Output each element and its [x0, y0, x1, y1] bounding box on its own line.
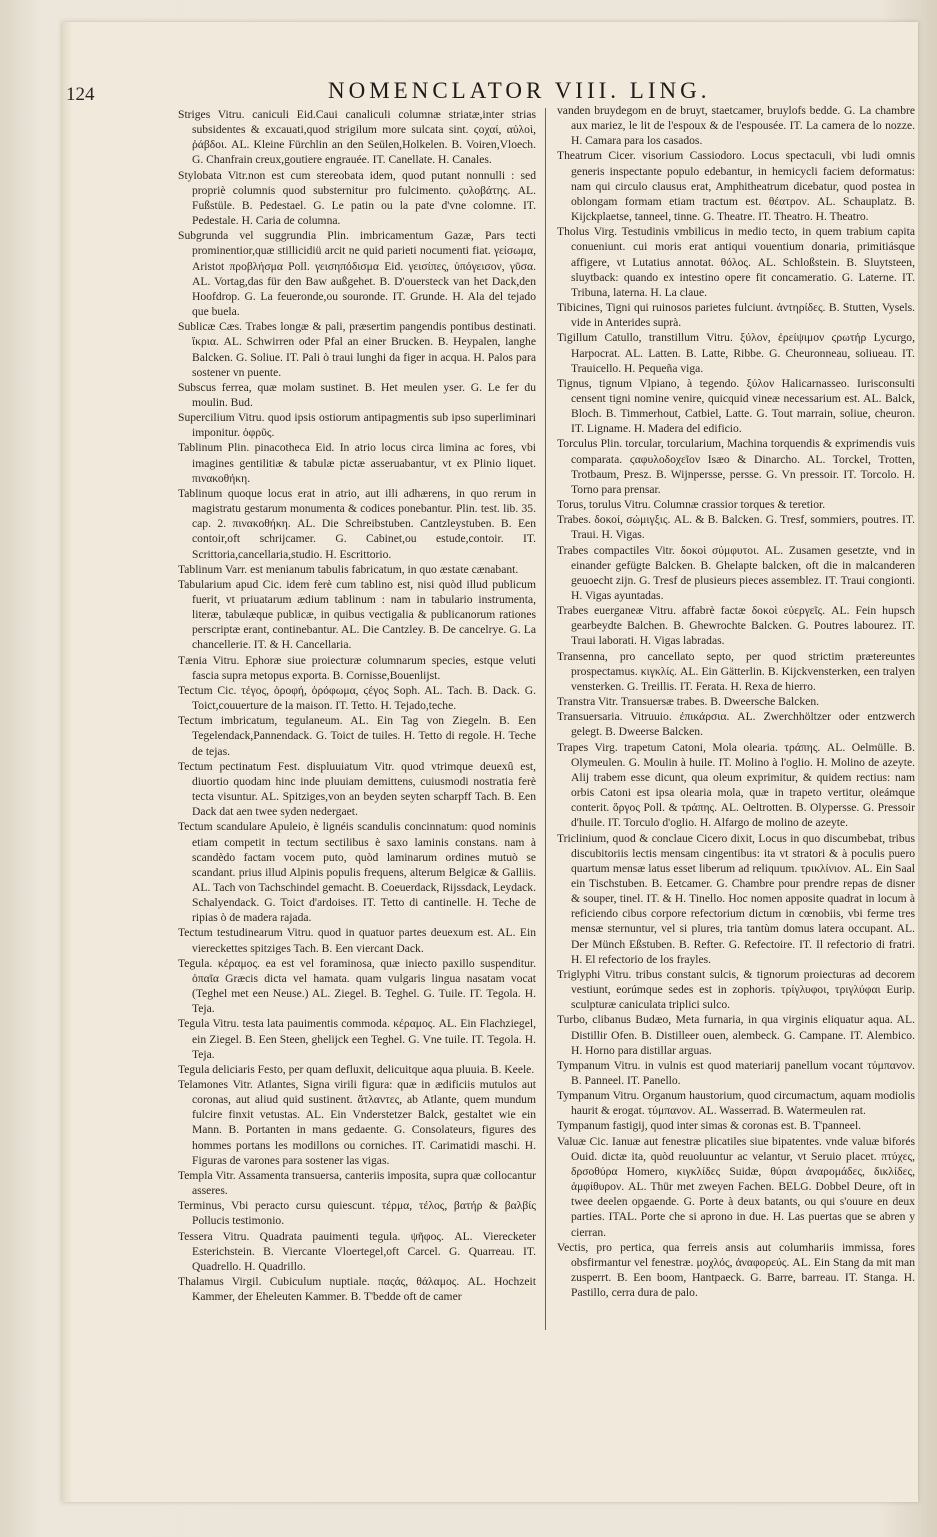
dictionary-entry: Tignus, tignum Vlpiano, à tegendo. ξύλον Halicarnasseo. Iurisconsulti censent tigni nomine venire, quicquid vineæ necessarium est. AL. Balck, Bloch. B. Timmerhout, Catbiel, Latte. G. Tout marrain, soliue, cheuron. IT. Ligname. H. Madera del edificio.	[557, 376, 915, 436]
dictionary-entry: Tegula deliciaris Festo, per quam defluxit, delicuitque aqua pluuia. B. Keele.	[178, 1062, 535, 1076]
dictionary-entry: Tablinum Varr. est menianum tabulis fabricatum, in quo æstate cænabant.	[178, 562, 519, 576]
dictionary-entry: vanden bruydegom en de bruyt, staetcamer, bruylofs bedde. G. La chambre aux mariez, le lit de l'espoux & de l'espousée. IT. La camera de lo nozze. H. Camara para los casados.	[557, 104, 915, 148]
dictionary-entry: Tabularium apud Cic. idem ferè cum tablino est, nisi quòd illud publicum fuerit, vt priuatarum ædium tablinum : nam in tabulario instrumenta, literæ, tabulæque publicæ, in quibus vectigalia & publicanorum rationes perscriptæ erant, continebantur. AL. Die Cantzley. B. De cancelrye. G. La chancellerie. IT. & H. Cancellaria.	[178, 577, 536, 652]
dictionary-entry: Theatrum Cicer. visorium Cassiodoro. Locus spectaculi, vbi ludi omnis generis inspectante populo edebantur, in hemicycli faciem deformatus: nam qui circulo clausus erat, Amphitheatrum dicebatur, quod postea in oblongam formam etiam tractum est. θέατρον. AL. Schauplatz. B. Kijckplaetse, tanneel, tinne. G. Theatre. IT. Theatro. H. Theatro.	[557, 149, 915, 224]
page-gutter-shadow	[62, 22, 72, 1502]
dictionary-entry: Tectum Cic. τέγος, ὀροφή, ὀρόφωμα, ϛέγος Soph. AL. Tach. B. Dack. G. Toict,couuerture de la maison. IT. Tetto. H. Tejado,teche.	[178, 683, 536, 713]
dictionary-entry: Triglyphi Vitru. tribus constant sulcis, & tignorum proiecturas ad decorem vestiunt, eorúmque sedes est in zophoris. τρίγλυφοι, τριγλύφαι Eurip. sculpturæ caniculata triplici sulco.	[557, 967, 915, 1012]
dictionary-entry: Tectum pectinatum Fest. displuuiatum Vitr. quod vtrimque deuexû est, diuortio quodam hinc inde pluuiam demittens, cuiusmodi nostratia ferè tecta visuntur. AL. Spitziges,von an beyden seyten scharpff Tach. B. Een Dack dat aen twee syden nedergaet.	[178, 759, 536, 819]
page-number: 124	[66, 84, 95, 105]
dictionary-entry: Tegula. κέραμος. ea est vel foraminosa, quæ iniecto paxillo suspenditur. ὀπαῖα Græcis dicta vel hamata. quam vulgaris lingua nasatam vocat (Teghel met een Neuse.) AL. Ziegel. B. Teghel. G. Tuile. IT. Tegola. H. Teja.	[178, 956, 536, 1016]
dictionary-entry: Stylobata Vitr.non est cum stereobata idem, quod putant nonnulli : sed propriè columnis quod substernitur pro fulcimento. ςυλοβάτης. AL. Fußstüle. B. Pedestael. G. Le patin ou la pate d'vne colomne. IT. Pedestale. H. Caria de columna.	[178, 168, 536, 228]
dictionary-entry: Tympanum Vitru. Organum haustorium, quod circumactum, aquam modiolis haurit & erogat. τύμπανον. AL. Wasserrad. B. Watermeulen rat.	[557, 1089, 915, 1118]
dictionary-entry: Transuersaria. Vitruuio. ἐπικάρσια. AL. Zwerchhöltzer oder entzwerch gelegt. B. Dweerse Balcken.	[557, 710, 915, 739]
dictionary-entry: Valuæ Cic. Ianuæ aut fenestræ plicatiles siue bipatentes. vnde valuæ biforés Ouid. dictæ ita, quòd reuoluuntur ac velantur, vt Seruio placet. πτύχες, δρσοθύρα Homero, κιγκλίδες Suidæ, θύραι ἀναρομάδες, δικλίδες, ἀμφίθυρον. AL. Thür met zweyen Fachen. BELG. Dobbel Deure, oft in twee deelen opgaende. G. Porte à deux batants, ou qui s'ouure en deux parties. ITAL. Porte che si aprono in due. H. Las puertas que se abren y cierran.	[557, 1134, 915, 1239]
dictionary-entry: Tablinum quoque locus erat in atrio, aut illi adhærens, in quo rerum in magistratu gestarum monumenta & codices ponebantur. Plin. test. lib. 35. cap. 2. πινακοθήκη. AL. Die Schreibstuben. Cantzleystuben. B. Een contoir,oft schrijcamer. G. Cabinet,ou estude,contoir. IT. Scrittoria,cancellaria,studio. H. Escrittorio.	[178, 486, 536, 561]
right-column	[557, 103, 915, 1300]
dictionary-entry: Tectum imbricatum, tegulaneum. AL. Ein Tag von Ziegeln. B. Een Tegelendack,Pannendack. G. Toict de tuiles. H. Tetto di regole. H. Teche de tejas.	[178, 714, 536, 758]
dictionary-entry: Terminus, Vbi peracto cursu quiescunt. τέρμα, τέλος, βατήρ & βαλβίς Pollucis testimonio.	[178, 1199, 536, 1228]
dictionary-entry: Tympanum Vitru. in vulnis est quod materiarij panellum vocant τύμπανον. B. Panneel. IT. Panello.	[557, 1058, 915, 1087]
dictionary-entry: Striges Vitru. caniculi Eid.Caui canaliculi columnæ striatæ,inter strias subsidentes & excauati,quod strigilum more sulcata sint. ϛοχαί, αὐλοὶ, ῥάβδοι. AL. Kleine Fürchlin an den Seülen,Holkelen. B. Voiren,Vloech. G. Chanfrain creux,goutiere engrauée. IT. Canellate. H. Canales.	[178, 108, 536, 167]
dictionary-entry: Templa Vitr. Assamenta transuersa, canteriis imposita, supra quæ collocantur asseres.	[178, 1168, 536, 1198]
dictionary-entry: Trapes Virg. trapetum Catoni, Mola olearia. τράπης. AL. Oelmülle. B. Olymeulen. G. Moulin à huile. IT. Molino à l'oglio. H. Molino de azeyte. Alij trabem esse dicunt, qua oleum exprimitur, & quidem rectius: nam orbis Catoni est ipsa olearia mola, quæ in trapeto vertitur, oleámque conterit. ὄργος Poll. & τράπης. AL. Oeltrotten. B. Olypersse. G. Pressoir d'huile. IT. Torculo d'oglio. H. Alfargo de molino de azeyte.	[557, 740, 915, 830]
dictionary-entry: Trabes. δοκοί, σώμιγξις. AL. & B. Balcken. G. Tresf, sommiers, poutres. IT. Traui. H. Vigas.	[557, 513, 915, 542]
dictionary-entry: Tigillum Catullo, transtillum Vitru. ξύλον, ἐρείψιμον ϛρωτήρ Lycurgo, Harpocrat. AL. Latten. B. Latte, Ribbe. G. Cheuronneau, soliueau. IT. Trauicello. H. Pequeña viga.	[557, 331, 915, 375]
dictionary-entry: Tibicines, Tigni qui ruinosos parietes fulciunt. ἀντηρίδες. B. Stutten, Vysels. vide in Anterides suprà.	[557, 301, 915, 330]
dictionary-entry: Telamones Vitr. Atlantes, Signa virili figura: quæ in ædificiis mutulos aut coronas, aut aliud quid sustinent. ἄτλαντες, ab Atlante, quem mundum fulcire finxit vetustas. AL. Ein Vnderstetzer Balck, gestaltet wie ein Mann. B. Portanten in mans gedaente. G. Consolateurs, figures des hommes portans les modillons ou corniches. IT. Carimatidi maschi. H. Figuras de varones para sostener las vigas.	[178, 1078, 536, 1167]
dictionary-entry: Sublicæ Cæs. Trabes longæ & pali, præsertim pangendis pontibus destinati. ἴκρια. AL. Schwirren oder Pfal an einer Brucken. B. Heypalen, langhe Balcken. G. Soliue. IT. Pali ò traui lunghi da figer in acqua. H. Palos para sostener vn puente.	[178, 320, 536, 379]
dictionary-entry: Trabes compactiles Vitr. δοκοὶ σύμφυτοι. AL. Zusamen gesetzte, vnd in einander gefügte Balcken. B. Ghelapte balcken, oft die in malcanderen geuoecht zijn. G. Tresf de plusieurs pieces assemblez. IT. Traui congionti. H. Vigas ayuntadas.	[557, 543, 915, 602]
dictionary-entry: Tablinum Plin. pinacotheca Eid. In atrio locus circa limina ac fores, vbi imagines gentilitiæ & tabulæ pictæ asseruabantur, vt ex Plinio liquet. πινακοθήκη.	[178, 441, 536, 485]
running-title: NOMENCLATOR VIII. LING.	[328, 78, 711, 103]
left-column	[178, 107, 536, 1304]
dictionary-entry: Transenna, pro cancellato septo, per quod strictim prætereuntes prospectamus. κιγκλίς. AL. Ein Gätterlin. B. Kijckvensterken, een tralyen vensterken. G. Treillis. IT. Ferata. H. Rexa de hierro.	[557, 649, 915, 693]
dictionary-entry: Supercilium Vitru. quod ipsis ostiorum antipagmentis sub ipso superliminari imponitur. ὀφρῦς.	[178, 411, 536, 440]
dictionary-entry: Tholus Virg. Testudinis vmbilicus in medio tecto, in quem trabium capita conueniunt. cui moris erat antiqui vouentium donaria, primitiásque affigere, vt Lutatius annotat. θόλος. AL. Schloßstein. B. Sluytsteen, sluytback: quando ex intestino opere fit concameratio. G. Laterne. IT. Tribuna, laterna. H. La claue.	[557, 225, 915, 299]
dictionary-entry: Triclinium, quod & conclaue Cicero dixit, Locus in quo discumbebat, tribus discubitoriis lectis mensam cingentibus: ita vt stratori & à poculis puero quartum mensæ latus esset liberum ad reliquum. τρικλίνιον. AL. Ein Saal ein Tischstuben. B. Eetcamer. G. Chambre pour prendre repas de disner & souper, tinel. IT. & H. Tinello. Hoc nomen apposite quadrat in locum à reficiendo cibus corpore refectorium dictum in cœnobiis, vbi ferme tres mensæ sternuntur, vel si plures, tria tantùm domus latera occupant. AL. Der Münch Eßstuben. B. Refter. G. Refectoire. IT. Il refectorio di fratri. H. El refectorio de los frayles.	[557, 831, 915, 966]
dictionary-entry: Tectum testudinearum Vitru. quod in quatuor partes deuexum est. AL. Ein viereckettes spitziges Tach. B. Een viercant Dack.	[178, 926, 536, 955]
dictionary-entry: Thalamus Virgil. Cubiculum nuptiale. παςάς, θάλαμος. AL. Hochzeit Kammer, der Eheleuten Kammer. B. T'bedde oft de camer	[178, 1275, 536, 1304]
dictionary-entry: Transtra Vitr. Transuersæ trabes. B. Dweersche Balcken.	[557, 695, 820, 709]
dictionary-entry: Turbo, clibanus Budæo, Meta furnaria, in qua virginis eliquatur aqua. AL. Distillir Ofen. B. Distilleer ouen, alembeck. G. Campane. IT. Alembico. H. Horno para distillar arguas.	[557, 1013, 915, 1057]
dictionary-entry: Vectis, pro pertica, qua ferreis ansis aut columhariis immissa, fores obsfirmantur vel fenestræ. μοχλός, ἀναφορεύς. AL. Ein Stang da mit man zusperrt. B. Een boom, Hantpaeck. G. Barre, barreau. IT. Stanga. H. Pastillo, cerra dura de palo.	[557, 1240, 915, 1300]
dictionary-entry: Trabes euerganeæ Vitru. affabrè factæ δοκοὶ εὐεργεῖς. AL. Fein hupsch gearbeydte Balchen. B. Ghewrochte Balcken. G. Poutres labourez. IT. Traui laborati. H. Vigas labradas.	[557, 604, 915, 648]
dictionary-entry: Tessera Vitru. Quadrata pauimenti tegula. ψῆφος. AL. Vierecketer Esterichstein. B. Viercante Vloertegel,oft Carcel. G. Quarreau. IT. Quadrello. H. Quadrillo.	[178, 1229, 536, 1273]
dictionary-entry: Tympanum fastigij, quod inter simas & coronas est. B. T'panneel.	[557, 1119, 862, 1133]
dictionary-entry: Tænia Vitru. Ephoræ siue proiecturæ columnarum species, estque veluti fascia supra metopus exporta. B. Cornisse,Bouenlijst.	[178, 653, 536, 682]
column-divider	[545, 108, 546, 1330]
dictionary-entry: Tectum scandulare Apuleio, è lignéis scandulis concinnatum: quod nominis etiam competit in tectum sectilibus è saxo laminis constans. nam à scandèdo factam vocem puto, quòd laminarum ordines mutuò se scandant. prius illud Alpinis populis frequens, alterum Belgicæ & Galliis. AL. Tach von Tachschindel gemacht. B. Coeuerdack, Rijssdack, Leydack. Schalyendack. G. Toict d'ardoises. IT. Tetto di cantinelle. H. Teche de ripias ò de madera rajada.	[178, 820, 536, 925]
dictionary-entry: Subgrunda vel suggrundia Plin. imbricamentum Gazæ, Pars tecti prominentior,quæ stillicidiü arcit ne quid parieti nocumenti fiat. γείσωμα, Aristot προβλήσμα Poll. γεισηπόδισμα Eid. γεισίπες, ὑπόγεισον, γῦσα. AL. Vortag,das für den Baw außgehet. B. D'ouersteck van het Dack,den Hoofdrop. G. La feueronde,ou souronde. IT. Grunde. H. Ala del tejado que buela.	[178, 229, 536, 319]
dictionary-entry: Torculus Plin. torcular, torcularium, Machina torquendis & exprimendis vuis comparata. ϛαφυλοδοχεῖον Isæo & Dinarcho. AL. Torckel, Trotten, Trotbaum, Presz. B. Wijnpersse, persse. G. Vn pressoir. IT. Torcolo. H. Torno para prensar.	[557, 437, 915, 496]
dictionary-entry: Tegula Vitru. testa lata pauimentis commoda. κέραμος. AL. Ein Flachziegel, ein Ziegel. B. Een Steen, ghelijck een Teghel. G. Vne tuile. IT. Tegola. H. Teja.	[178, 1017, 536, 1061]
dictionary-entry: Subscus ferrea, quæ molam sustinet. B. Het meulen yser. G. Le fer du moulin. Bud.	[178, 380, 536, 409]
dictionary-entry: Torus, torulus Vitru. Columnæ crassior torques & teretior.	[557, 498, 826, 512]
